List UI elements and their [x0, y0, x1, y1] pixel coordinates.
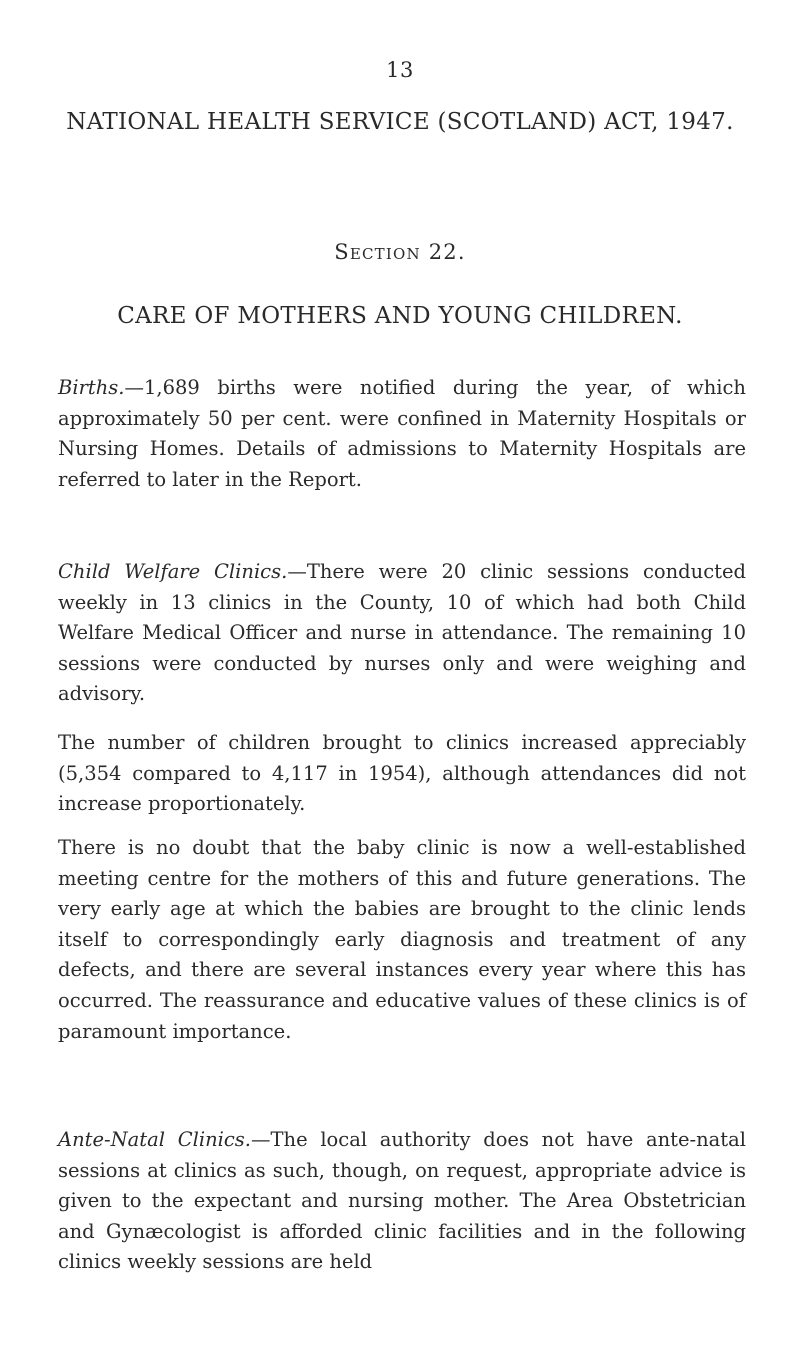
- paragraph-child-welfare: [58, 557, 746, 710]
- paragraph-text: —There were 20 clinic sessions conducted weekly in 13 clinics in the County, 10 of which had both Child Welfare Medical Officer and nurse in attendance. The remaining 10 sessions were conducted by nurses only and were weighing and advisory.: [58, 560, 746, 706]
- paragraph-text: —The local authority does not have ante-natal sessions at clinics as such, though, on request, appropriate advice is given to the expectant and nursing mother. The Area Obstetrician and Gynæcologist is afforded clinic facilities and in the following clinics weekly sessions are held: [58, 1128, 746, 1274]
- page-number: 13: [386, 58, 414, 82]
- paragraph-no-doubt: [58, 833, 746, 1047]
- paragraph-text: The number of children brought to clinics increased appreciably (5,354 compared to 4,117 in 1954), although attendances did not increase proportionately.: [58, 731, 746, 816]
- paragraph-text: —1,689 births were notified during the year, of which approximately 50 per cent. were confined in Maternity Hospitals or Nursing Homes. Details of admissions to Maternity Hospitals are referred to later in the Report.: [58, 376, 746, 491]
- paragraph-births: [58, 373, 746, 495]
- act-title: NATIONAL HEALTH SERVICE (SCOTLAND) ACT, 1947.: [66, 109, 734, 135]
- paragraph-lead: Ante-Natal Clinics.: [58, 1128, 252, 1151]
- paragraph-text: There is no doubt that the baby clinic is now a well-established meeting centre for the mothers of this and future generations. The very early age at which the babies are brought to the clinic lends itself to correspondingly early diagnosis and treatment of any defects, and there are several instances every year where this has occurred. The reassurance and educative values of these clinics is of paramount importance.: [58, 836, 746, 1043]
- paragraph-ante-natal: [58, 1125, 746, 1278]
- paragraph-lead: Births.: [58, 376, 125, 399]
- section-heading: Section 22.: [334, 240, 466, 264]
- paragraph-number-children: [58, 728, 746, 820]
- care-title: CARE OF MOTHERS AND YOUNG CHILDREN.: [117, 303, 683, 329]
- paragraph-lead: Child Welfare Clinics.: [58, 560, 288, 583]
